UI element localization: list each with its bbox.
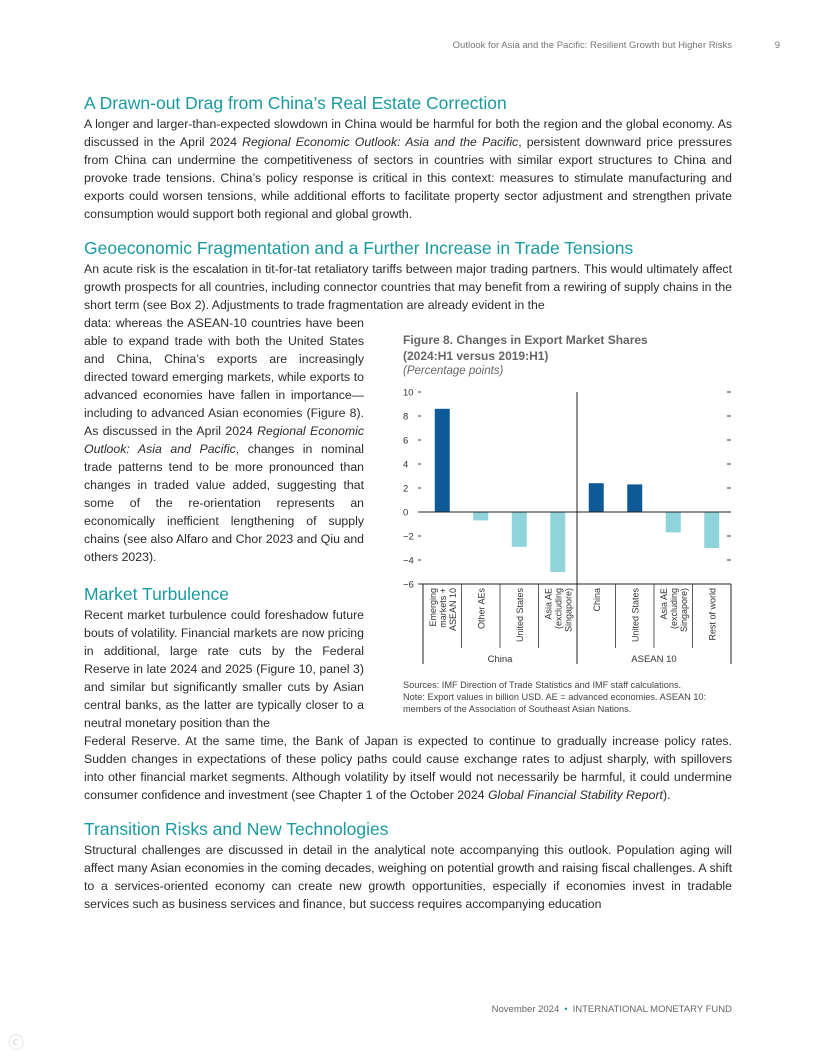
group-label: ASEAN 10 (631, 654, 677, 665)
y-tick-label: −2 (403, 531, 414, 543)
paragraph: Recent market turbulence could foreshadow future bouts of volatility. Financial markets are now pricing in additional, large rate cuts by the Federal Reserve in late 2024 and 2025 (Figure 10, panel 3) and similar but significantly smaller cuts by Asian central banks, as the latter are typically closer to a neutral monetary position than the (84, 608, 364, 730)
bar-chart (403, 378, 732, 668)
x-tick-label: markets + (437, 588, 448, 628)
section-transition (84, 818, 732, 913)
y-tick-label: 2 (403, 483, 409, 495)
x-tick-label: Other AEs (476, 588, 487, 630)
section-heading: Geoeconomic Fragmentation and a Further Increase in Trade Tensions (84, 238, 634, 258)
x-tick-label: Emerging (427, 588, 438, 627)
text: data: whereas the ASEAN-10 countries have been able to expand trade with both the United States and China, China’s exports are increasingly directed toward emerging markets, while exports to advanced economies have fallen in importance—including to advanced Asian economies (Figure 8). As discussed in the April 2024 (84, 316, 364, 438)
figure-sources: Sources: IMF Direction of Trade Statistics and IMF staff calculations. (403, 680, 682, 690)
section-real-estate (84, 92, 732, 223)
text: A longer and larger-than-expected slowdown in China would be harmful for both the region and the global economy. As discussed in the April 2024 (84, 117, 732, 149)
section-heading: Market Turbulence (84, 584, 229, 604)
citation: Regional Economic Outlook: Asia and Pacific (84, 424, 364, 456)
x-tick-label: (excluding (668, 588, 679, 630)
x-tick-label: Singapore) (563, 588, 574, 633)
x-tick-label: Asia AE (658, 588, 669, 620)
figure-subtitle: (Percentage points) (403, 365, 504, 377)
x-tick-label: Rest of world (707, 588, 718, 641)
figure-note: Note: Export values in billion USD. AE = advanced economies. ASEAN 10: members of the Association of Southeast Asian Nations. (403, 692, 707, 714)
y-tick-label: 10 (403, 387, 414, 399)
paragraph (84, 732, 732, 804)
bar (589, 483, 604, 512)
watermark-logo: ⓒ (8, 1035, 25, 1052)
figure-title: Figure 8. Changes in Export Market Shares (403, 333, 648, 347)
x-tick-label: United States (514, 588, 525, 643)
bar (435, 409, 450, 512)
x-tick-label: China (591, 588, 602, 612)
bar (627, 484, 642, 512)
footer-org: INTERNATIONAL MONETARY FUND (572, 1004, 732, 1015)
bar (666, 512, 681, 532)
running-header (0, 40, 780, 51)
bar (473, 512, 488, 520)
x-tick-label: Asia AE (543, 588, 554, 620)
figure-title-line2: (2024:H1 versus 2019:H1) (403, 349, 549, 363)
y-tick-label: 8 (403, 411, 409, 423)
section-fragmentation (84, 237, 732, 314)
main-content (84, 92, 732, 913)
left-column (84, 314, 364, 732)
y-tick-label: −4 (403, 555, 414, 567)
text: Federal Reserve. At the same time, the Bank of Japan is expected to continue to gradually increase policy rates. Sudden changes in expectations of these policy paths could cause exchange rates to adjust sharply, with spillovers into other financial market segments. Although volatility by itself would not necessarily be harmful, it could undermine consumer confidence and investment (see Chapter 1 of the October 2024 (84, 734, 732, 802)
bullet-icon: • (564, 1004, 568, 1015)
paragraph: Structural challenges are discussed in detail in the analytical note accompanying this outlook. Population aging will affect many Asian economies in the coming decades, weighing on potential growth and raising fiscal challenges. A shift to a services-oriented economy can create new growth opportunities, especially if economies invest in tradable services such as business services and finance, but success requires accompanying education (84, 843, 732, 911)
section-heading: A Drawn-out Drag from China’s Real Estate Correction (84, 93, 507, 113)
x-tick-label: (excluding (553, 588, 564, 630)
paragraph (84, 314, 364, 566)
text: , changes in nominal trade patterns tend to be more pronounced than changes in traded value added, suggesting that some of the re-orientation represents an economically inefficient lengthening of supply chains (see also Alfaro and Chor 2023 and Qiu and others 2023). (84, 442, 365, 564)
group-label: China (487, 654, 513, 665)
figure-8 (403, 332, 732, 732)
running-title: Outlook for Asia and the Pacific: Resilient Growth but Higher Risks (452, 40, 732, 51)
paragraph: An acute risk is the escalation in tit-for-tat retaliatory tariffs between major trading partners. This would ultimately affect growth prospects for all countries, including connector countries that may benefit from a rewiring of supply chains in the short term (see Box 2). Adjustments to trade fragmentation are already evident in the (84, 262, 732, 312)
text: ). (662, 788, 671, 802)
citation: Global Financial Stability Report (487, 788, 663, 802)
bar (704, 512, 719, 548)
footer-date: November 2024 (491, 1004, 560, 1015)
figure-notes (403, 679, 732, 715)
bar (512, 512, 527, 547)
x-tick-label: ASEAN 10 (447, 588, 458, 632)
section-market-continued (84, 732, 732, 804)
bar (550, 512, 565, 572)
two-column-block (84, 314, 732, 732)
page-footer (0, 1004, 732, 1015)
y-tick-label: 6 (403, 435, 409, 447)
text: , persistent downward price pressures from China can undermine the competitiveness of sectors in countries with similar export structures to China and provoke trade tensions. China’s policy response is critical in this context: measures to stimulate manufacturing and exports could worsen tensions, while additional efforts to facilitate property sector adjustment and strengthen private consumption would support both regional and global growth. (84, 135, 732, 221)
citation: Regional Economic Outlook: Asia and the Pacific (242, 135, 519, 149)
x-tick-label: United States (630, 588, 641, 643)
section-heading: Transition Risks and New Technologies (84, 819, 389, 839)
y-tick-label: −6 (403, 579, 414, 591)
page-number: 9 (774, 40, 780, 51)
y-tick-label: 4 (403, 459, 409, 471)
y-tick-label: 0 (403, 507, 409, 519)
x-tick-label: Singapore) (678, 588, 689, 633)
paragraph (84, 115, 732, 223)
